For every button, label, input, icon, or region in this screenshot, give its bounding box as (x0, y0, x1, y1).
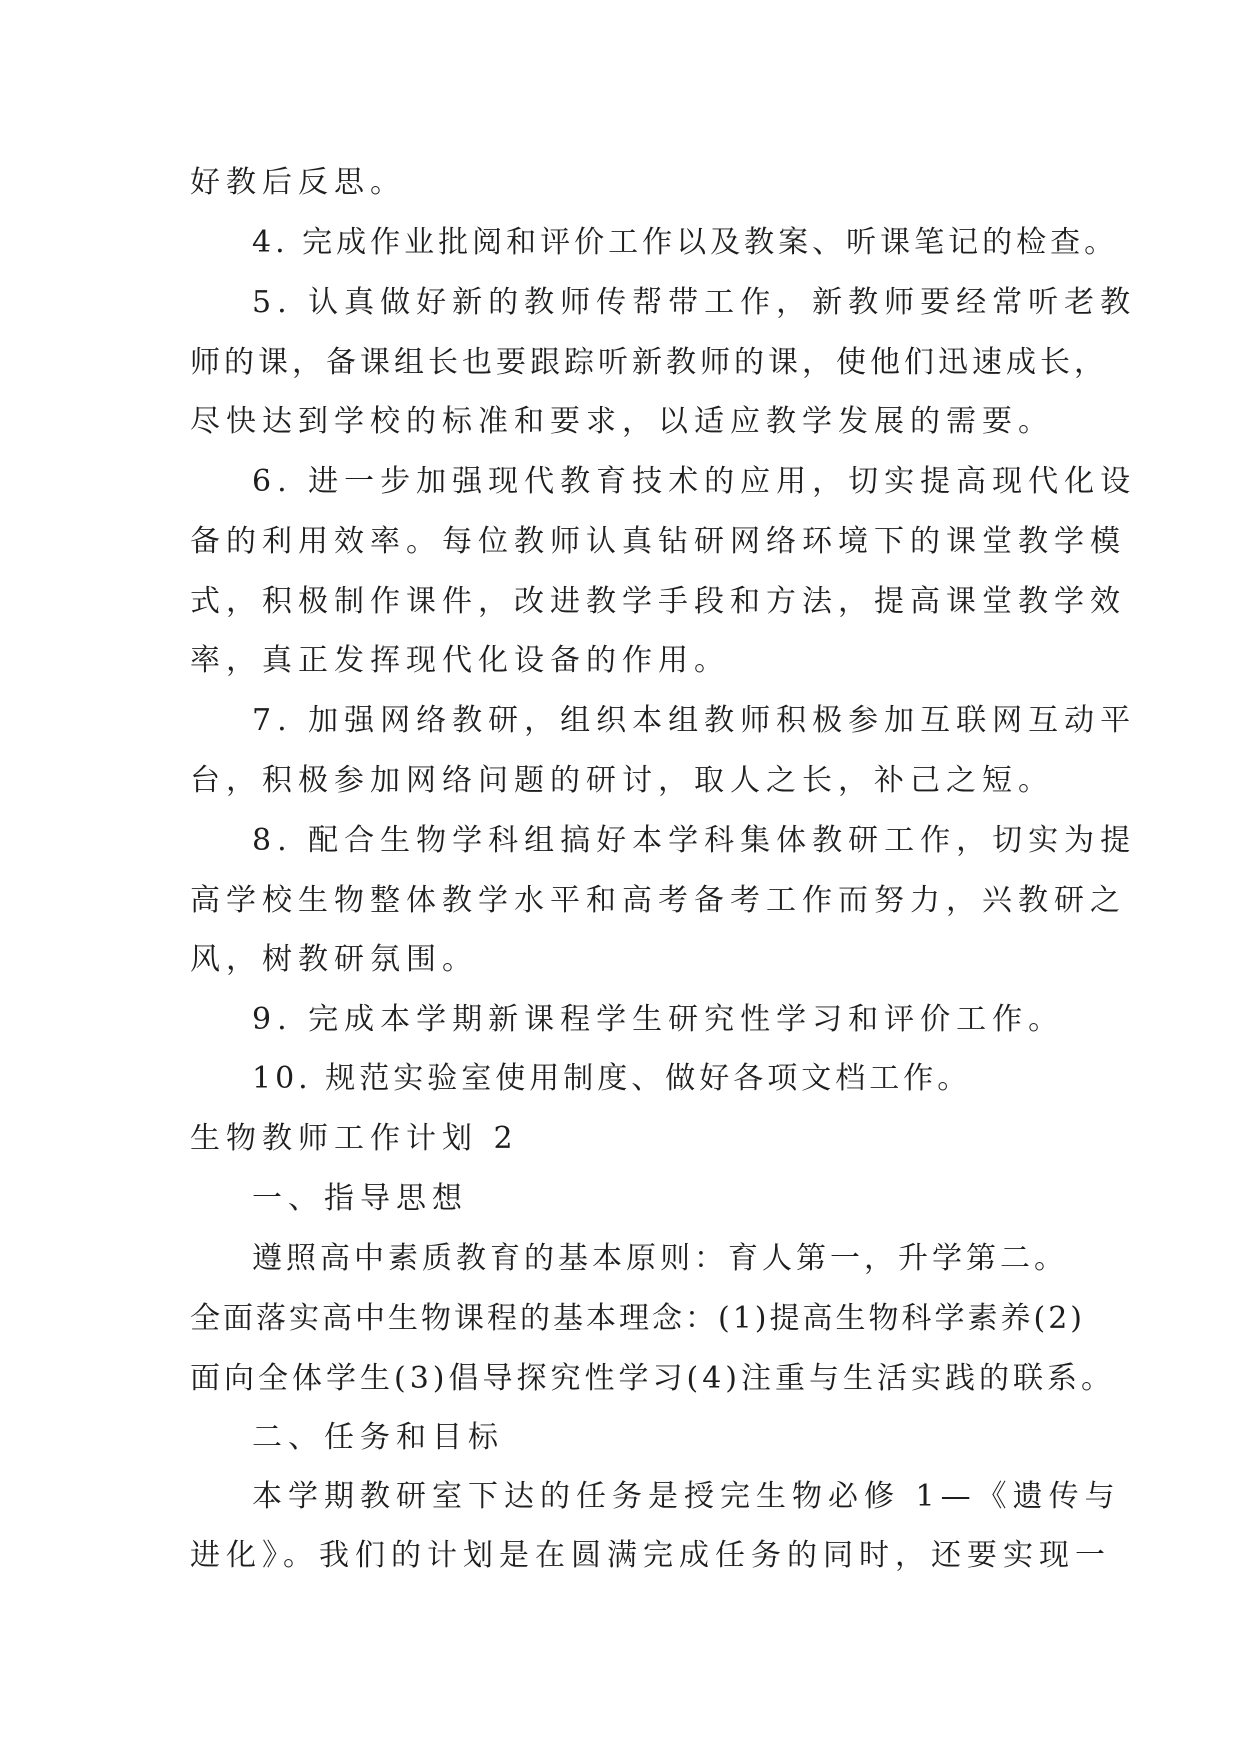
paragraph-line: 尽快达到学校的标准和要求，以适应教学发展的需要。 (190, 404, 1054, 439)
list-item-5: 5. 认真做好新的教师传帮带工作，新教师要经常听老教 (252, 285, 1137, 320)
paragraph-line: 师的课，备课组长也要跟踪听新教师的课，使他们迅速成长， (190, 345, 1108, 380)
list-item-10: 10. 规范实验室使用制度、做好各项文档工作。 (252, 1061, 972, 1096)
list-item-6: 6. 进一步加强现代教育技术的应用，切实提高现代化设 (252, 464, 1137, 499)
section-title: 生物教师工作计划 2 (190, 1121, 519, 1156)
paragraph-line: 全面落实高中生物课程的基本理念：(1)提高生物科学素养(2) (190, 1301, 1085, 1336)
list-item-8: 8. 配合生物学科组搞好本学科集体教研工作，切实为提 (252, 823, 1137, 858)
paragraph-line: 好教后反思。 (190, 165, 406, 200)
paragraph-line: 进化》。我们的计划是在圆满完成任务的同时，还要实现一 (190, 1538, 1111, 1573)
paragraph-line: 高学校生物整体教学水平和高考备考工作而努力，兴教研之 (190, 883, 1126, 918)
section-heading: 一、指导思想 (252, 1181, 468, 1216)
list-item-7: 7. 加强网络教研，组织本组教师积极参加互联网互动平 (252, 703, 1137, 738)
paragraph-line: 本学期教研室下达的任务是授完生物必修 1—《遗传与 (252, 1479, 1121, 1514)
list-item-4: 4. 完成作业批阅和评价工作以及教案、听课笔记的检查。 (252, 225, 1119, 260)
paragraph-line: 备的利用效率。每位教师认真钻研网络环境下的课堂教学模 (190, 524, 1126, 559)
paragraph-line: 遵照高中素质教育的基本原则：育人第一，升学第二。 (252, 1241, 1068, 1276)
paragraph-line: 式，积极制作课件，改进教学手段和方法，提高课堂教学效 (190, 584, 1126, 619)
section-heading: 二、任务和目标 (252, 1420, 504, 1455)
paragraph-line: 面向全体学生(3)倡导探究性学习(4)注重与生活实践的联系。 (190, 1361, 1115, 1396)
paragraph-line: 率，真正发挥现代化设备的作用。 (190, 643, 730, 678)
paragraph-line: 风，树教研氛围。 (190, 942, 478, 977)
list-item-9: 9. 完成本学期新课程学生研究性学习和评价工作。 (252, 1002, 1065, 1037)
paragraph-line: 台，积极参加网络问题的研讨，取人之长，补己之短。 (190, 763, 1054, 798)
